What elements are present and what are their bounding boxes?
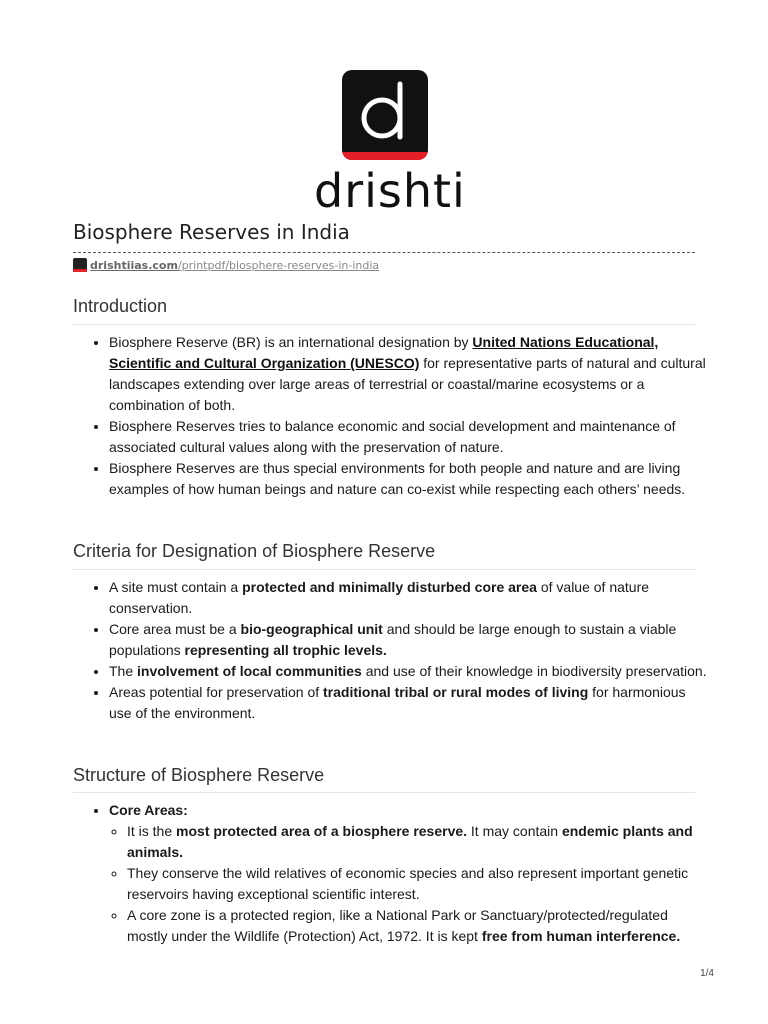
heading-criteria: Criteria for Designation of Biosphere Reserve [73, 541, 436, 561]
list-item [109, 800, 709, 947]
list-item: • A site must contain a protected and minimally disturbed core area of value of nature conservation. [109, 577, 709, 619]
section-divider [73, 324, 695, 325]
drishti-favicon-icon [73, 258, 87, 272]
logo-d-icon [342, 70, 428, 160]
list-item: • Core area must be a bio-geographical unit and should be large enough to sustain a viable populations representing all trophic levels. [109, 619, 709, 661]
intro-list [91, 332, 709, 500]
sub-list-item: ◦ It is the most protected area of a biosphere reserve. It may contain endemic plants and animals. [127, 821, 709, 863]
source-link[interactable] [73, 258, 379, 272]
source-path[interactable]: /printpdf/biosphere-reserves-in-india [177, 259, 380, 272]
list-item: • Biosphere Reserve (BR) is an international designation by United Nations Educational, Scientific and Cultural Organization (UNESCO) for representative parts of natural and cultural landscapes extending over large areas of terrestrial or coastal/marine ecosystems or a combination of both. [109, 332, 709, 416]
heading-introduction: Introduction [73, 296, 168, 316]
list-item: • The involvement of local communities and use of their knowledge in biodiversity preservation. [109, 661, 709, 682]
core-areas-sublist [109, 821, 709, 947]
list-item: • Biosphere Reserves are thus special environments for both people and nature and are living examples of how human beings and nature can co-exist while respecting each others’ needs. [109, 458, 709, 500]
sub-list-item: ◦ A core zone is a protected region, like a National Park or Sanctuary/protected/regulated mostly under the Wildlife (Protection) Act, 1972. It is kept free from human interference. [127, 905, 709, 947]
unesco-link[interactable]: United Nations Educational, Scientific and Cultural Organization (UNESCO) [109, 334, 659, 371]
heading-structure: Structure of Biosphere Reserve [73, 765, 325, 785]
structure-list [91, 800, 709, 947]
section-divider [73, 792, 695, 793]
source-domain[interactable]: drishtiias.com [90, 259, 178, 272]
section-divider [73, 569, 695, 570]
title-divider [73, 252, 695, 253]
page-number: 1/4 [700, 968, 714, 979]
logo-wordmark: drishti [314, 164, 466, 218]
drishti-logo [314, 70, 466, 218]
sub-list-item: ◦ They conserve the wild relatives of economic species and also represent important genetic reservoirs having exceptional scientific interest. [127, 863, 709, 905]
criteria-list [91, 577, 709, 724]
list-item: • Biosphere Reserves tries to balance economic and social development and maintenance of associated cultural values along with the preservation of nature. [109, 416, 709, 458]
list-item: • Areas potential for preservation of traditional tribal or rural modes of living for harmonious use of the environment. [109, 682, 709, 724]
page-title: Biosphere Reserves in India [73, 220, 350, 244]
core-areas-label: Core Areas: [109, 802, 188, 818]
